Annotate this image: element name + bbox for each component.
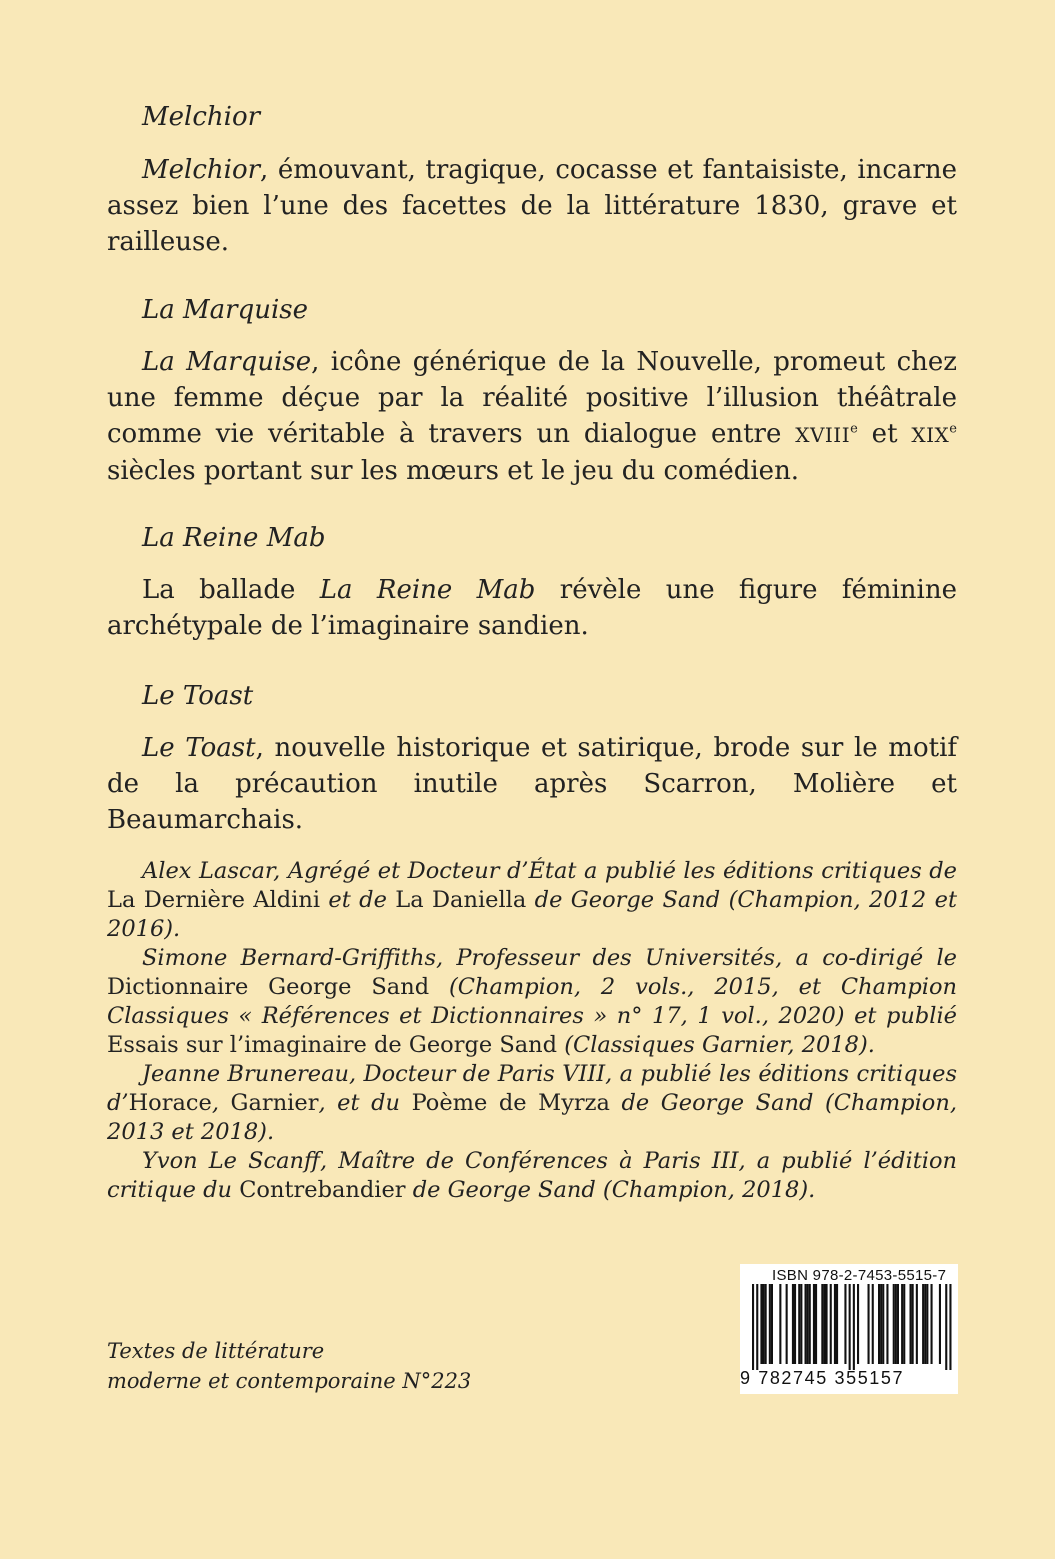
- text-run: Essais sur l’imaginaire de George Sand: [107, 1032, 558, 1058]
- barcode-bar: [895, 1284, 897, 1364]
- text-run: La Marquise: [142, 347, 312, 377]
- barcode-bar: [903, 1284, 905, 1364]
- barcode-bar: [805, 1284, 807, 1364]
- barcode-bar: [931, 1284, 933, 1364]
- text-run: révèle une figure féminine archétypale de l’imaginaire sandien.: [107, 575, 957, 641]
- isbn-barcode-block: [740, 1264, 958, 1394]
- barcode-bar: [763, 1284, 765, 1364]
- text-run: et de: [320, 887, 396, 913]
- section-title-le-toast: Le Toast: [142, 681, 254, 711]
- text-run: Poème de Myrza: [411, 1090, 610, 1116]
- barcode-bar: [798, 1284, 800, 1364]
- barcode-bar: [922, 1284, 924, 1364]
- author-bio-le-scanff: [107, 1147, 957, 1205]
- isbn-digits: 9 782745 355157: [740, 1368, 905, 1388]
- barcode-bar: [821, 1284, 823, 1364]
- barcode-bar: [853, 1284, 855, 1370]
- text-run: La Dernière Aldini: [107, 887, 321, 913]
- text-run: Yvon Le Scanff, Maître de Conférences à Paris III, a publié l’édition critique du: [107, 1148, 957, 1203]
- text-run: de George Sand (Champion, 2018).: [405, 1177, 816, 1203]
- text-run: Horace: [128, 1090, 212, 1116]
- text-run: , et du: [318, 1090, 412, 1116]
- barcode-bar: [924, 1284, 926, 1364]
- author-bio-brunereau: [107, 1060, 957, 1147]
- barcode-bar: [756, 1284, 758, 1370]
- section-title-melchior: Melchior: [142, 102, 261, 132]
- section-body-melchior: [107, 152, 957, 260]
- text-run: e: [850, 421, 858, 437]
- barcode-bar: [916, 1284, 918, 1364]
- text-run: La ballade: [142, 575, 320, 605]
- section-body-la-marquise: [107, 344, 957, 489]
- barcode-bar: [857, 1284, 859, 1364]
- text-run: , icône générique de la Nouvelle, promeut chez une femme déçue par la réalité positive l’illusion théâtrale comme vie véritable à travers un dialogue entre: [107, 347, 957, 449]
- isbn-label: ISBN 978-2-7453-5515-7: [772, 1267, 947, 1284]
- barcode-bar: [878, 1284, 880, 1364]
- text-run: Dictionnaire George Sand: [107, 974, 430, 1000]
- barcode-bar: [786, 1284, 788, 1364]
- barcode-bar: [901, 1284, 903, 1364]
- barcode-bar: [893, 1284, 895, 1364]
- text-run: (Classiques Garnier, 2018).: [557, 1032, 875, 1058]
- barcode-bar: [834, 1284, 836, 1364]
- barcode-bar: [809, 1284, 811, 1364]
- barcode-bar: [912, 1284, 914, 1364]
- barcode-bar: [949, 1284, 951, 1370]
- barcode-bar: [886, 1284, 888, 1364]
- text-run: ,: [211, 1090, 231, 1116]
- barcode-bar: [844, 1284, 846, 1364]
- barcode-bar: [752, 1284, 754, 1370]
- barcode-bar: [760, 1284, 762, 1364]
- section-title-la-reine-mab: La Reine Mab: [142, 523, 326, 553]
- barcode-bar: [836, 1284, 838, 1364]
- text-run: de George Sand (Champion, 2013 et 2018).: [107, 1090, 957, 1145]
- text-run: Melchior: [142, 155, 261, 185]
- collection-line-1: Textes de littérature: [107, 1339, 325, 1363]
- barcode-icon: [742, 1284, 956, 1370]
- text-run: Le Toast: [142, 733, 256, 763]
- text-run: XVIII: [795, 423, 851, 447]
- barcode-bar: [769, 1284, 771, 1364]
- barcode-bar: [823, 1284, 825, 1364]
- barcode-bar: [800, 1284, 802, 1364]
- barcode-bar: [939, 1284, 941, 1364]
- text-run: , émouvant, tragique, cocasse et fantaisiste, incarne assez bien l’une des facettes de la littérature 1830, grave et railleuse.: [107, 155, 957, 257]
- section-body-le-toast: [107, 730, 957, 838]
- text-run: et: [857, 419, 912, 449]
- barcode-bar: [880, 1284, 882, 1364]
- barcode-bar: [807, 1284, 809, 1364]
- text-run: siècles portant sur les mœurs et le jeu du comédien.: [107, 456, 800, 486]
- barcode-bar: [813, 1284, 815, 1364]
- text-run: La Reine Mab: [319, 575, 536, 605]
- author-bio-bernard-griffiths: [107, 944, 957, 1060]
- author-bio-lascar: [107, 857, 957, 944]
- text-run: (Champion, 2 vols., 2015, et Champion Classiques « Références et Dictionnaires » n° 17, 1 vol., 2020) et publié: [107, 974, 957, 1029]
- barcode-bar: [830, 1284, 832, 1364]
- collection-info: [107, 1336, 471, 1396]
- barcode-bar: [771, 1284, 773, 1364]
- author-bios: [107, 857, 957, 1205]
- barcode-bar: [792, 1284, 794, 1364]
- barcode-bar: [926, 1284, 928, 1364]
- barcode-bar: [849, 1284, 851, 1370]
- barcode-bar: [794, 1284, 796, 1364]
- text-run: Garnier: [230, 1090, 319, 1116]
- barcode-bar: [882, 1284, 884, 1364]
- text-run: Contrebandier: [239, 1177, 406, 1203]
- text-run: Simone Bernard-Griffiths, Professeur des Universités, a co-dirigé le: [142, 945, 957, 971]
- collection-line-2: moderne et contemporaine N°223: [107, 1369, 472, 1393]
- barcode-bar: [897, 1284, 899, 1364]
- barcode-bar: [826, 1284, 828, 1364]
- text-run: e: [949, 421, 957, 437]
- text-run: La Daniella: [395, 887, 527, 913]
- text-run: Jeanne Brunereau, Docteur de Paris VIII, a publié les éditions critiques d’: [107, 1061, 957, 1116]
- section-body-la-reine-mab: [107, 572, 957, 644]
- text-run: de George Sand (Champion, 2012 et 2016).: [107, 887, 957, 942]
- barcode-bar: [868, 1284, 870, 1364]
- barcode-bar: [779, 1284, 781, 1364]
- text-run: XIX: [911, 423, 950, 447]
- barcode-bar: [872, 1284, 874, 1364]
- section-title-la-marquise: La Marquise: [142, 295, 309, 325]
- text-run: Alex Lascar, Agrégé et Docteur d’État a publié les éditions critiques de: [142, 858, 957, 884]
- barcode-bar: [945, 1284, 947, 1370]
- text-run: , nouvelle historique et satirique, brode sur le motif de la précaution inutile après Scarron, Molière et Beaumarchais.: [107, 733, 958, 835]
- barcode-bar: [910, 1284, 912, 1364]
- barcode-bar: [765, 1284, 767, 1364]
- barcode-bar: [815, 1284, 817, 1364]
